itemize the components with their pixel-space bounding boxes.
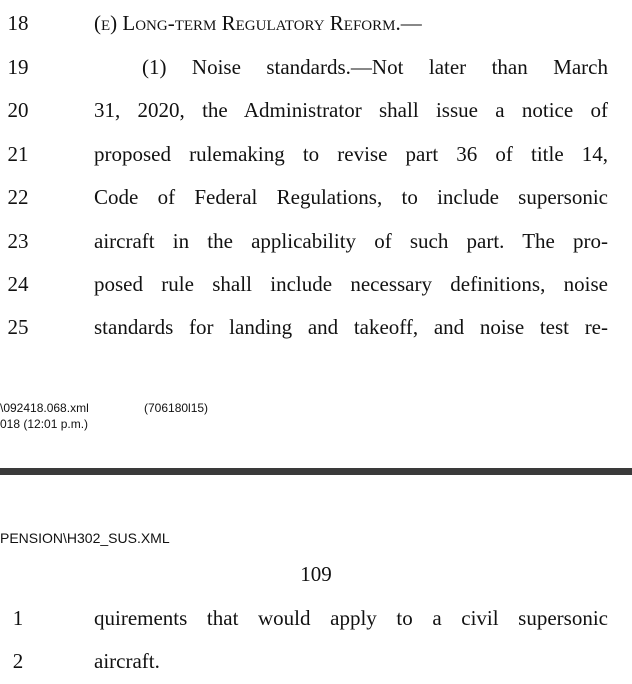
page-number: 109 <box>300 562 332 586</box>
paragraph-text: proposed rulemaking to revise part 36 of title 14, <box>94 142 608 166</box>
header-file-path: PENSION\H302_SUS.XML <box>0 530 170 546</box>
paragraph-text: standards for landing and takeoff, and noise test re- <box>94 315 608 339</box>
line-number: 2 <box>12 649 24 673</box>
footer-code: (706180l15) <box>144 401 209 415</box>
paragraph-text: 31, 2020, the Administrator shall issue a notice of <box>94 98 608 122</box>
line-18 <box>0 8 632 38</box>
line-number: 1 <box>12 606 24 630</box>
line-number: 24 <box>7 272 29 296</box>
line-24 <box>0 269 632 299</box>
paragraph-text: (1) Noise standards.—Not later than March <box>142 55 608 79</box>
paragraph-text: quirements that would apply to a civil supersonic <box>94 606 608 630</box>
line-21 <box>0 139 632 169</box>
section-heading: (e) Long-term Regulatory Reform.— <box>94 11 422 35</box>
line-2 <box>0 646 632 676</box>
paragraph-text: aircraft. <box>94 649 160 673</box>
line-22 <box>0 182 632 212</box>
paragraph-text: posed rule shall include necessary definitions, noise <box>94 272 608 296</box>
line-20 <box>0 95 632 125</box>
line-25 <box>0 312 632 342</box>
line-number: 21 <box>7 142 29 166</box>
line-number: 23 <box>7 229 29 253</box>
line-23 <box>0 226 632 256</box>
line-number: 20 <box>7 98 29 122</box>
line-19 <box>0 52 632 82</box>
footer-date: 018 (12:01 p.m.) <box>0 417 89 431</box>
paragraph-text: Code of Federal Regulations, to include supersonic <box>94 185 608 209</box>
line-1 <box>0 603 632 633</box>
page-separator <box>0 468 632 475</box>
line-number: 22 <box>7 185 29 209</box>
footer-file-name: \092418.068.xml <box>0 401 89 415</box>
line-number: 19 <box>7 55 29 79</box>
paragraph-text: aircraft in the applicability of such part. The pro- <box>94 229 608 253</box>
line-number: 25 <box>7 315 29 339</box>
line-number: 18 <box>7 11 29 35</box>
